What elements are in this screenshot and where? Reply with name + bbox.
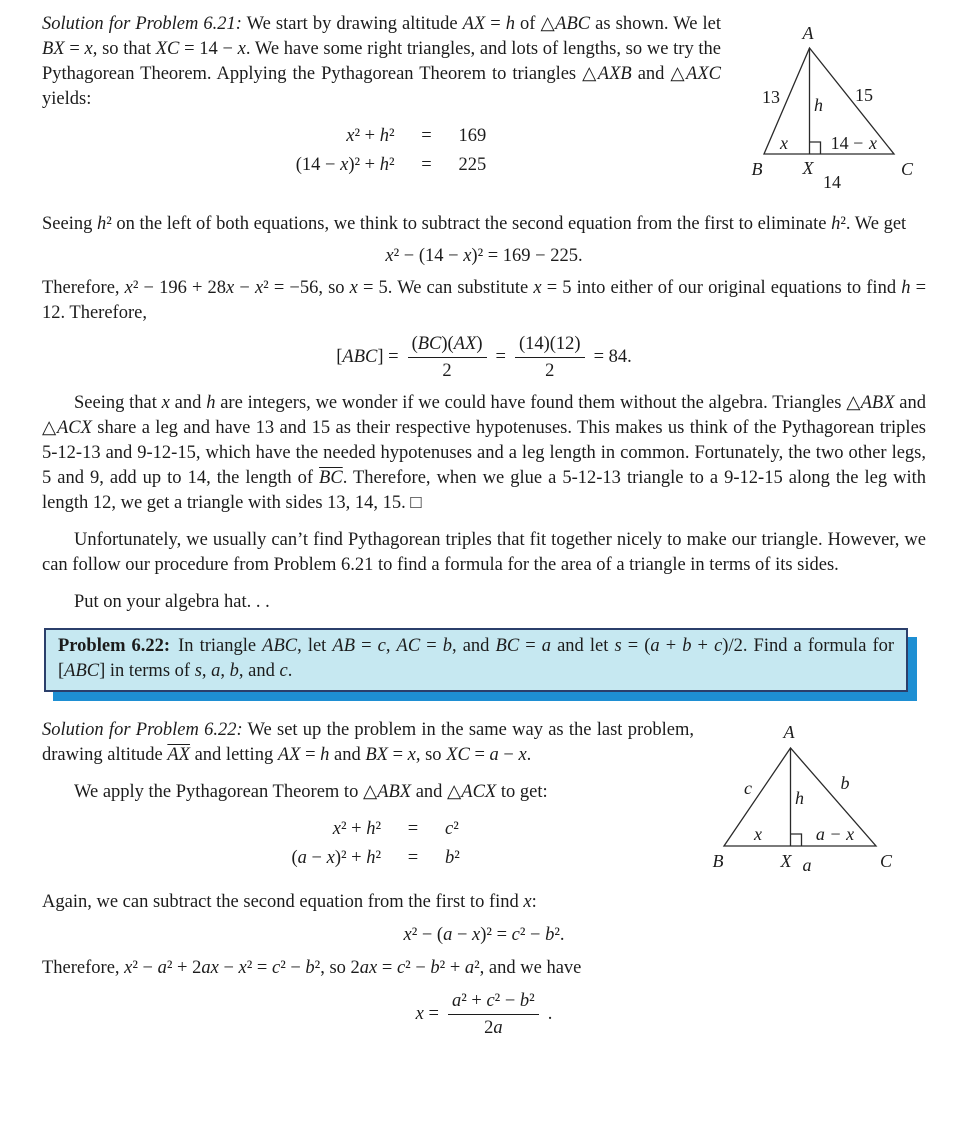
para-therefore-621: Therefore, x² − 196 + 28x − x² = −56, so x = 5. We can substitute x = 5 into either of our original equations to find h = 12. Therefore, bbox=[42, 278, 927, 323]
para-again: Again, we can subtract the second equation from the first to find x: bbox=[42, 892, 537, 912]
fraction-denominator: 2 bbox=[442, 361, 452, 381]
equation-rhs: 169 bbox=[458, 126, 487, 146]
para-seeing-h2: Seeing h² on the left of both equations, we think to subtract the second equation from the first to eliminate h². We get bbox=[42, 214, 907, 234]
solution-621-text-column bbox=[42, 12, 721, 181]
figure-label-x: x bbox=[780, 133, 788, 153]
figure-label-x2: x bbox=[869, 133, 877, 153]
x-eq-lhs: x = bbox=[415, 1004, 439, 1024]
figure-label-B: B bbox=[751, 159, 763, 179]
solution-621-intro: Solution for Problem 6.21: We start by drawing altitude AX = h of △ABC as shown. We let BX = x, so that XC = 14 − x. We have some right triangles, and lots of lengths, so we try the Pythagorean Theorem. Applying the Pythagorean Theorem to triangles △AXB and △AXC yields: bbox=[42, 14, 722, 109]
figure-label-B: B bbox=[712, 851, 724, 871]
equation-rhs: c² bbox=[445, 819, 459, 839]
fraction bbox=[448, 989, 539, 1040]
problem-622-box bbox=[44, 628, 908, 692]
para-algebra-hat: Put on your algebra hat. . . bbox=[74, 592, 270, 612]
display-subtract-622: x² − (a − x)² = c² − b². bbox=[403, 925, 565, 945]
para-apply: We apply the Pythagorean Theorem to △ABX and △ACX to get: bbox=[74, 782, 548, 802]
figure-label-15: 15 bbox=[855, 85, 873, 105]
x-equation bbox=[42, 989, 926, 1040]
area-equation bbox=[42, 332, 926, 383]
equation-lhs: x² + h² bbox=[346, 126, 395, 146]
equation-lhs: x² + h² bbox=[332, 819, 381, 839]
figure-label-A: A bbox=[783, 722, 795, 742]
para-therefore-622: Therefore, x² − a² + 2ax − x² = c² − b², so 2ax = c² − b² + a², and we have bbox=[42, 958, 582, 978]
fraction-numerator: (BC)(AX) bbox=[408, 332, 487, 358]
equation-lhs: (a − x)² + h² bbox=[291, 848, 381, 868]
area-eq-lhs: [ABC] = bbox=[336, 347, 399, 367]
solution-622-section bbox=[42, 718, 926, 880]
figure-label-h: h bbox=[814, 95, 823, 115]
figure-label-h: h bbox=[795, 788, 804, 808]
triangle-figure-621 bbox=[721, 12, 926, 204]
para-integers: Seeing that x and h are integers, we wonder if we could have found them without the algebra. Triangles △ABX and △ACX share a leg and have 13 and 15 as their respective hypotenuses. This makes us think of the Pythagorean triples 5-12-13 and 9-12-15, which have the needed hypotenuses and a leg length in common. Fortunately, the two other legs, 5 and 9, add up to 14, the length of $\overline{BC}$. Therefore, when we glue a 5-12-13 triangle to a 9-12-15 along the leg with length 12, we get a triangle with sides 13, 14, 15. □ bbox=[42, 393, 926, 513]
equals-sign: = bbox=[407, 819, 419, 839]
triangle-figure-622 bbox=[694, 718, 926, 880]
figure-label-C: C bbox=[879, 851, 893, 871]
figure-label-a-minus-x: a − x bbox=[815, 824, 855, 844]
solution-622-intro: Solution for Problem 6.22: We set up the problem in the same way as the last problem, drawing altitude $\overline{AX}$ and letting AX = h and BX = x, so XC = a − x. bbox=[42, 720, 694, 765]
figure-label-A: A bbox=[802, 23, 814, 43]
display-subtract-621: x² − (14 − x)² = 169 − 225. bbox=[385, 246, 583, 266]
figure-label-x: x bbox=[754, 824, 762, 844]
figure-label-C: C bbox=[900, 159, 914, 179]
fraction bbox=[515, 332, 585, 383]
fraction-numerator: a² + c² − b² bbox=[448, 989, 539, 1015]
figure-label-a: a bbox=[802, 855, 812, 875]
figure-label-14: 14 bbox=[823, 172, 841, 192]
equation-row bbox=[42, 152, 721, 179]
area-eq-result: = 84. bbox=[593, 347, 632, 367]
figure-label-b: b bbox=[840, 773, 850, 793]
fraction-numerator: (14)(12) bbox=[515, 332, 585, 358]
equation-row bbox=[42, 845, 694, 872]
figure-label-13: 13 bbox=[762, 87, 780, 107]
equation-rhs: 225 bbox=[458, 155, 487, 175]
figure-label-X: X bbox=[802, 158, 814, 178]
x-eq-period: . bbox=[547, 1004, 553, 1024]
fraction-denominator: 2 bbox=[545, 361, 555, 381]
equals-sign: = bbox=[407, 848, 419, 868]
fraction-denominator: 2a bbox=[484, 1018, 503, 1038]
figure-label-c: c bbox=[744, 778, 752, 798]
equals-sign: = bbox=[495, 347, 506, 367]
equation-system-621 bbox=[42, 123, 721, 179]
equation-lhs: (14 − x)² + h² bbox=[295, 155, 395, 175]
equation-row bbox=[42, 816, 694, 843]
para-unfortunately: Unfortunately, we usually can’t find Pythagorean triples that fit together nicely to make our triangle. However, we can follow our procedure from Problem 6.21 to find a formula for the area of a triangle in terms of its sides. bbox=[42, 530, 926, 575]
solution-622-text-column bbox=[42, 718, 694, 874]
problem-622-label: Problem 6.22: bbox=[58, 636, 171, 656]
equation-system-622 bbox=[42, 816, 694, 872]
figure-label-14-minus: 14 − bbox=[830, 133, 864, 153]
figure-label-X: X bbox=[780, 851, 792, 871]
equation-rhs: b² bbox=[445, 848, 460, 868]
equals-sign: = bbox=[421, 155, 432, 175]
equals-sign: = bbox=[421, 126, 432, 146]
solution-621-section bbox=[42, 12, 926, 204]
problem-622-statement: In triangle ABC, let AB = c, AC = b, and BC = a and let s = (a + b + c)/2. Find a formula for [ABC] in terms of s, a, b, and c. bbox=[58, 636, 895, 681]
fraction bbox=[408, 332, 487, 383]
equation-row bbox=[42, 123, 721, 150]
